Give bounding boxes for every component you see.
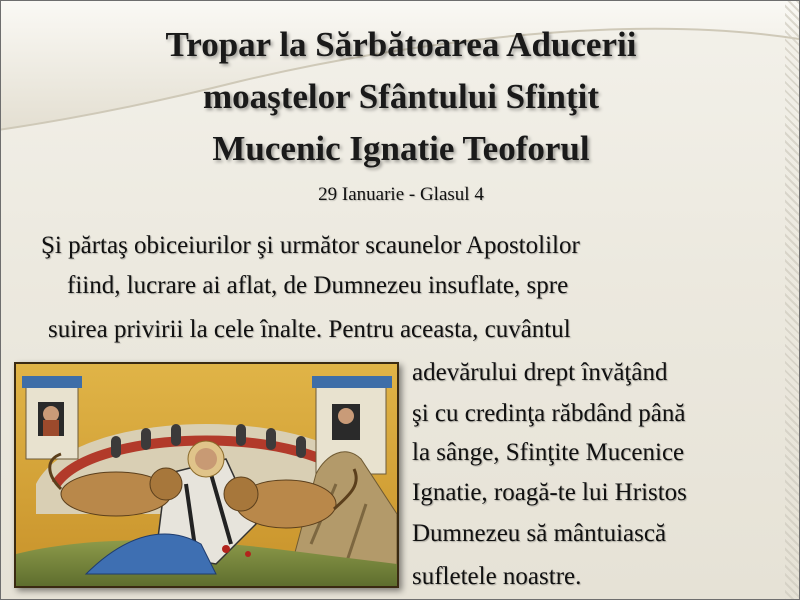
body-line: sufletele noastre. xyxy=(412,563,582,590)
martyrdom-icon xyxy=(16,364,397,586)
body-line: adevărului drept învăţând xyxy=(412,359,668,386)
body-line: Dumnezeu să mântuiască xyxy=(412,520,667,547)
right-edge-pattern xyxy=(785,1,799,600)
slide-title: Tropar la Sărbătoarea Aducerii moaştelor Sfântului Sfinţit Mucenic Ignatie Teoforul xyxy=(165,25,637,168)
body-line: şi cu credinţa răbdând până xyxy=(412,400,686,427)
icon-martyrdom-image xyxy=(14,362,399,588)
body-line: suirea privirii la cele înalte. Pentru aceasta, cuvântul xyxy=(48,316,571,343)
body-line: fiind, lucrare ai aflat, de Dumnezeu insuflate, spre xyxy=(67,272,569,299)
body-line: Şi părtaş obiceiurilor şi următor scaunelor Apostolilor xyxy=(41,232,580,259)
slide-subtitle: 29 Ianuarie - Glasul 4 xyxy=(318,184,484,205)
body-line: la sânge, Sfinţite Mucenice xyxy=(412,439,685,466)
body-line: Ignatie, roagă-te lui Hristos xyxy=(412,479,687,506)
